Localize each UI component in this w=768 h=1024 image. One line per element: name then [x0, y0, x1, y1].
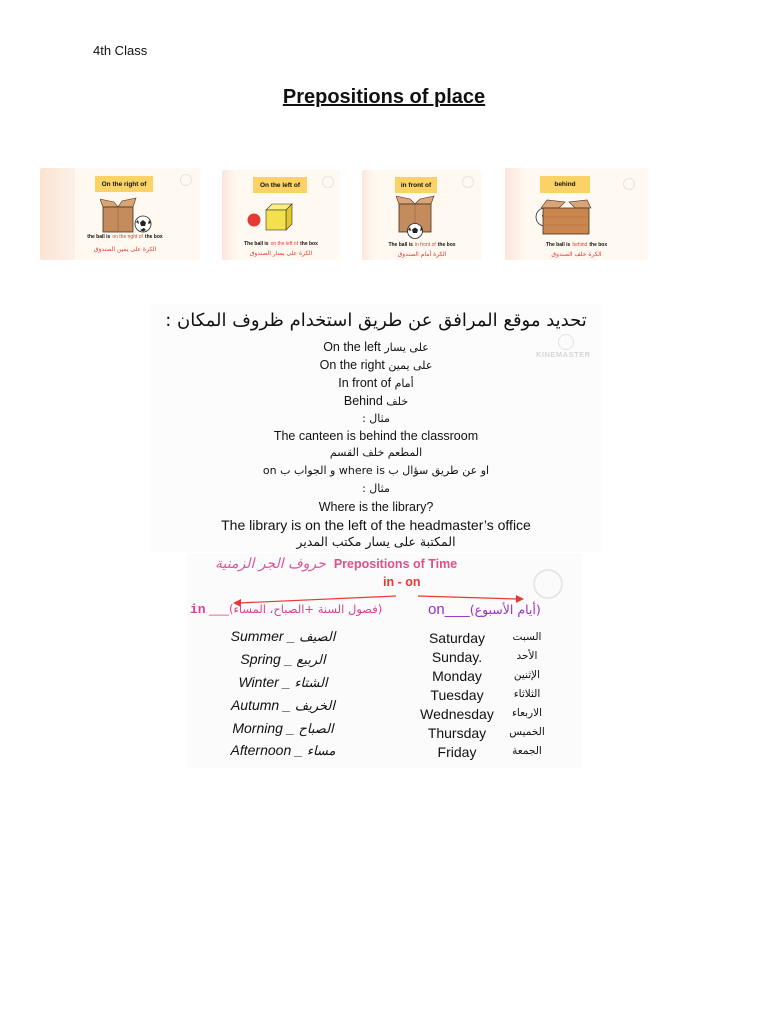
day-english: Wednesday: [420, 706, 494, 722]
separator: _: [282, 674, 291, 690]
preposition-pair: [150, 374, 602, 393]
season-item: [201, 627, 365, 647]
day-arabic: الإثنين: [513, 669, 541, 681]
day-english: Sunday.: [431, 649, 483, 665]
watermark-logo-icon: [623, 178, 635, 190]
day-english: Thursday: [427, 725, 487, 741]
day-arabic: الثلاثاء: [513, 688, 541, 700]
season-english: Summer: [230, 628, 284, 644]
season-english: Autumn: [230, 697, 280, 713]
separator: _: [295, 742, 303, 758]
caption-suffix: the box: [589, 242, 608, 248]
day-english: Saturday: [428, 630, 486, 646]
card-label: On the right of: [95, 176, 153, 192]
card-caption-arabic: الكرة على يسار الصندوق: [249, 250, 313, 257]
example-question: Where is the library?: [318, 500, 434, 514]
ball-and-cube-illustration: [246, 200, 296, 232]
place-heading-arabic: تحديد موقع المرافق عن طريق استخدام ظروف المكان :: [165, 310, 587, 331]
day-arabic: الخميس: [509, 726, 545, 738]
season-item: [201, 719, 365, 739]
season-arabic: الخريف: [294, 699, 336, 714]
box-and-ball-illustration: [535, 198, 595, 238]
season-arabic: الصيف: [299, 630, 336, 645]
card-caption-arabic: الكرة على يمين الصندوق: [93, 246, 157, 253]
example-label: مثال :: [362, 482, 390, 495]
day-arabic: الاربعاء: [511, 707, 543, 719]
separator: _: [283, 697, 291, 713]
in-description-arabic: (فصول السنة +الصباح، المساء): [228, 602, 383, 616]
card-caption-arabic: الكرة خلف الصندوق: [551, 251, 602, 258]
box-and-ball-illustration: [396, 194, 436, 240]
on-description-arabic: (أيام الأسبوع): [469, 602, 541, 617]
season-english: Morning: [232, 720, 283, 736]
picture-card-right-of: [40, 168, 200, 260]
day-arabic: الأحد: [516, 650, 538, 662]
watermark-logo-icon: [322, 176, 334, 188]
on-blank: ___: [444, 601, 470, 618]
card-caption: [362, 242, 482, 248]
example-answer-arabic: المكتبة على يسار مكتب المدير: [296, 534, 456, 549]
caption-highlight: on the left of: [270, 241, 299, 247]
card-caption: [505, 242, 648, 248]
in-blank: ___: [205, 602, 229, 616]
page-title: Prepositions of place: [282, 86, 486, 108]
box-and-ball-illustration: [100, 195, 155, 235]
day-english: Friday: [437, 744, 477, 760]
pair-arabic: على يمين: [388, 359, 433, 372]
pair-english: Behind: [343, 394, 383, 408]
on-usage-label: [428, 601, 541, 618]
watermark-logo-icon: [180, 174, 192, 186]
place-prepositions-section: [150, 304, 602, 552]
day-arabic: السبت: [512, 631, 542, 643]
season-english: Afternoon: [230, 742, 292, 758]
in-keyword: in: [190, 602, 206, 617]
caption-prefix: The ball is: [244, 241, 269, 247]
caption-prefix: The ball is: [545, 242, 571, 248]
pair-arabic: أمام: [394, 377, 414, 390]
separator: _: [286, 720, 295, 736]
season-item: [201, 650, 365, 670]
pair-arabic: على يسار: [384, 341, 429, 354]
in-usage-label: [190, 602, 382, 617]
day-arabic: الجمعة: [512, 745, 542, 757]
separator: _: [287, 628, 296, 644]
pair-english: On the left: [323, 340, 381, 354]
example-answer-english: The library is on the left of the headmaster’s office: [221, 517, 531, 533]
on-keyword: on: [428, 601, 445, 618]
season-arabic: الصباح: [298, 722, 334, 737]
watermark-logo-icon: [462, 176, 474, 188]
example-sentence-english: The canteen is behind the classroom: [273, 429, 479, 443]
day-english: Monday: [432, 668, 482, 684]
caption-highlight: on the right of: [112, 234, 143, 240]
preposition-pair: [150, 356, 602, 375]
example-label: مثال :: [362, 412, 390, 425]
picture-card-behind: [505, 168, 648, 260]
caption-prefix: the ball is: [87, 234, 111, 240]
card-label: behind: [540, 176, 590, 193]
class-label: 4th Class: [93, 43, 148, 58]
time-title-arabic: حروف الجر الزمنية: [215, 556, 326, 572]
pair-arabic: خلف: [386, 395, 409, 408]
season-english: Winter: [238, 674, 279, 690]
caption-prefix: The ball is: [388, 242, 413, 248]
season-item: [201, 673, 365, 693]
time-title-english: Prepositions of Time: [333, 557, 458, 571]
caption-highlight: in front of: [414, 242, 436, 248]
card-label: in front of: [395, 177, 437, 193]
pair-english: On the right: [319, 358, 385, 372]
season-arabic: الربيع: [296, 653, 326, 668]
card-caption: [75, 234, 175, 240]
card-caption: [222, 241, 340, 247]
time-prepositions-section: [187, 553, 582, 768]
season-arabic: مساء: [306, 744, 336, 759]
season-english: Spring: [240, 651, 281, 667]
preposition-pair: [150, 338, 602, 357]
preposition-pair: [150, 392, 602, 411]
season-item: [201, 741, 365, 761]
caption-highlight: behind: [572, 242, 588, 248]
picture-card-left-of: [222, 170, 340, 260]
picture-card-in-front-of: [362, 170, 482, 260]
season-arabic: الشتاء: [294, 676, 328, 691]
season-item: [201, 696, 365, 716]
caption-suffix: the box: [144, 234, 163, 240]
card-label: On the left of: [253, 177, 307, 193]
day-english: Tuesday: [430, 687, 484, 703]
pair-english: In front of: [338, 376, 392, 390]
question-note-arabic: او عن طريق سؤال ب where is و الجواب ب on: [262, 464, 490, 477]
card-caption-arabic: الكرة أمام الصندوق: [397, 251, 447, 258]
watermark-text: KINEMASTER: [536, 350, 591, 359]
example-sentence-arabic: المطعم خلف القسم: [329, 446, 423, 459]
caption-suffix: the box: [437, 242, 456, 248]
separator: _: [284, 651, 293, 667]
time-subtitle: in - on: [383, 575, 421, 589]
caption-suffix: the box: [300, 241, 318, 247]
